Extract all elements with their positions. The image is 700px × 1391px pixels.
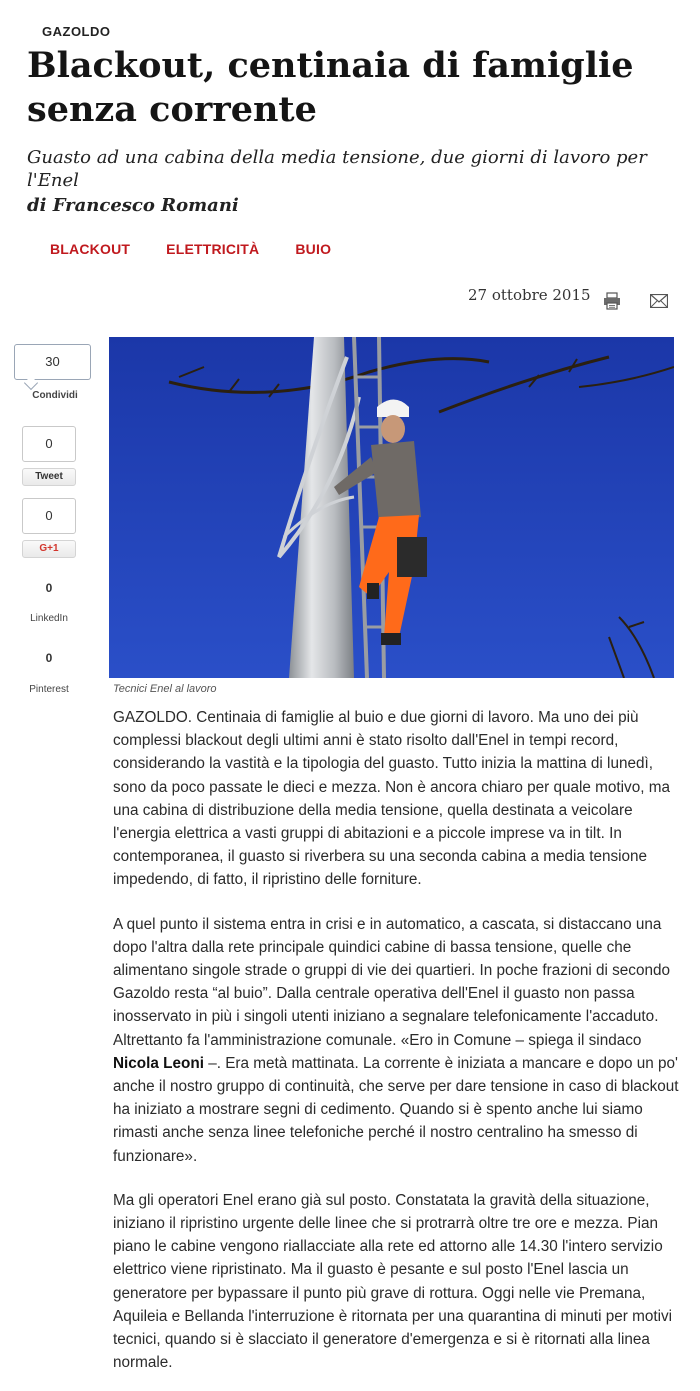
pinterest-button[interactable]: Pinterest [29, 684, 69, 695]
mail-icon[interactable] [650, 294, 668, 308]
linkedin-button[interactable]: LinkedIn [30, 613, 68, 624]
tweet-count: 0 [22, 426, 76, 462]
gplus-count: 0 [22, 498, 76, 534]
share-button[interactable]: Condividi [32, 390, 78, 401]
article-photo [109, 337, 674, 678]
article-subtitle: Guasto ad una cabina della media tensione, due giorni di lavoro per l'Enel [27, 147, 647, 191]
tag-blackout[interactable]: BLACKOUT [50, 241, 131, 257]
tag-list [50, 241, 367, 257]
tag-buio[interactable]: BUIO [295, 241, 332, 257]
article-paragraph-1: GAZOLDO. Centinaia di famiglie al buio e due giorni di lavoro. Ma uno dei più complessi blackout degli ultimi anni è stato risolto dall'Enel in tempi record, considerando la vastità e la tipologia del guasto. Tutto inizia la mattina di lunedì, sono da poco passate le dieci e mezza. Non è ancora chiaro per quale motivo, ma una cabina di distribuzione della media tensione, quella destinata a veicolare l'energia elettrica a vasti gruppi di abitazioni e a piccole imprese va in tilt. In contemporanea, il guasto si riverbera su una seconda cabina a media tensione impedendo, di fatto, il ripristino delle forniture. [113, 709, 670, 889]
print-icon[interactable] [603, 292, 621, 310]
mayor-name: Nicola Leoni [113, 1054, 204, 1072]
article-body [113, 706, 683, 1391]
article-paragraph-3: Ma gli operatori Enel erano già sul posto. Constatata la gravità della situazione, iniziano il ripristino urgente delle linee che si protrarrà oltre tre ore e mezza. Pian piano le cabine vengono riallacciate alla rete ed attorno alle 14.30 l'intero servizio elettrico viene ripristinato. Ma il guasto è pesante e sul posto l'Enel lascia un generatore per bypassare il punto più grave di rottura. Oggi nelle vie Premana, Aquileia e Bellanda l'interruzione è ritornata per una quarantina di minuti per motivi tecnici, quando si è slacciato il generatore d'emergenza e si è ritornati alla linea normale. [113, 1191, 673, 1372]
section-kicker: GAZOLDO [42, 24, 111, 39]
tweet-button[interactable]: Tweet [22, 468, 76, 486]
gplus-button[interactable]: G+1 [22, 540, 76, 558]
article-paragraph-2: A quel punto il sistema entra in crisi e in automatico, a cascata, si distaccano una dopo l'altra dalla rete principale quindici cabine di bassa tensione, quelle che alimentano singole strade o gruppi di vie dei quartieri. In poche frazioni di secondo Gazoldo resta “al buio”. Dalla centrale operativa dell'Enel il guasto non passa inosservato in più i singoli utenti iniziano a segnalare telefonicamente l'accaduto. Altrettanto fa l'amministrazione comunale. «Ero in Comune – spiega il sindaco Nicola Leoni –. Era metà mattinata. La corrente è iniziata a mancare e dopo un po' anche il nostro gruppo di continuità, che serve per dare tensione in caso di blackout ha iniziato a mostrare segni di cedimento. Quando si è spento anche lui siamo rimasti anche senza linee telefoniche perché il nostro centralino ha smesso di funzionare». [113, 915, 679, 1165]
share-count: 30 [14, 344, 91, 380]
article-date: 27 ottobre 2015 [468, 286, 591, 304]
tag-elettricita[interactable]: ELETTRICITÀ [166, 241, 260, 257]
pinterest-count: 0 [45, 651, 53, 665]
photo-caption: Tecnici Enel al lavoro [113, 683, 217, 695]
article-byline: di Francesco Romani [27, 195, 239, 216]
article-headline: Blackout, centinaia di famiglie senza corrente [27, 45, 634, 130]
linkedin-count: 0 [45, 581, 53, 595]
